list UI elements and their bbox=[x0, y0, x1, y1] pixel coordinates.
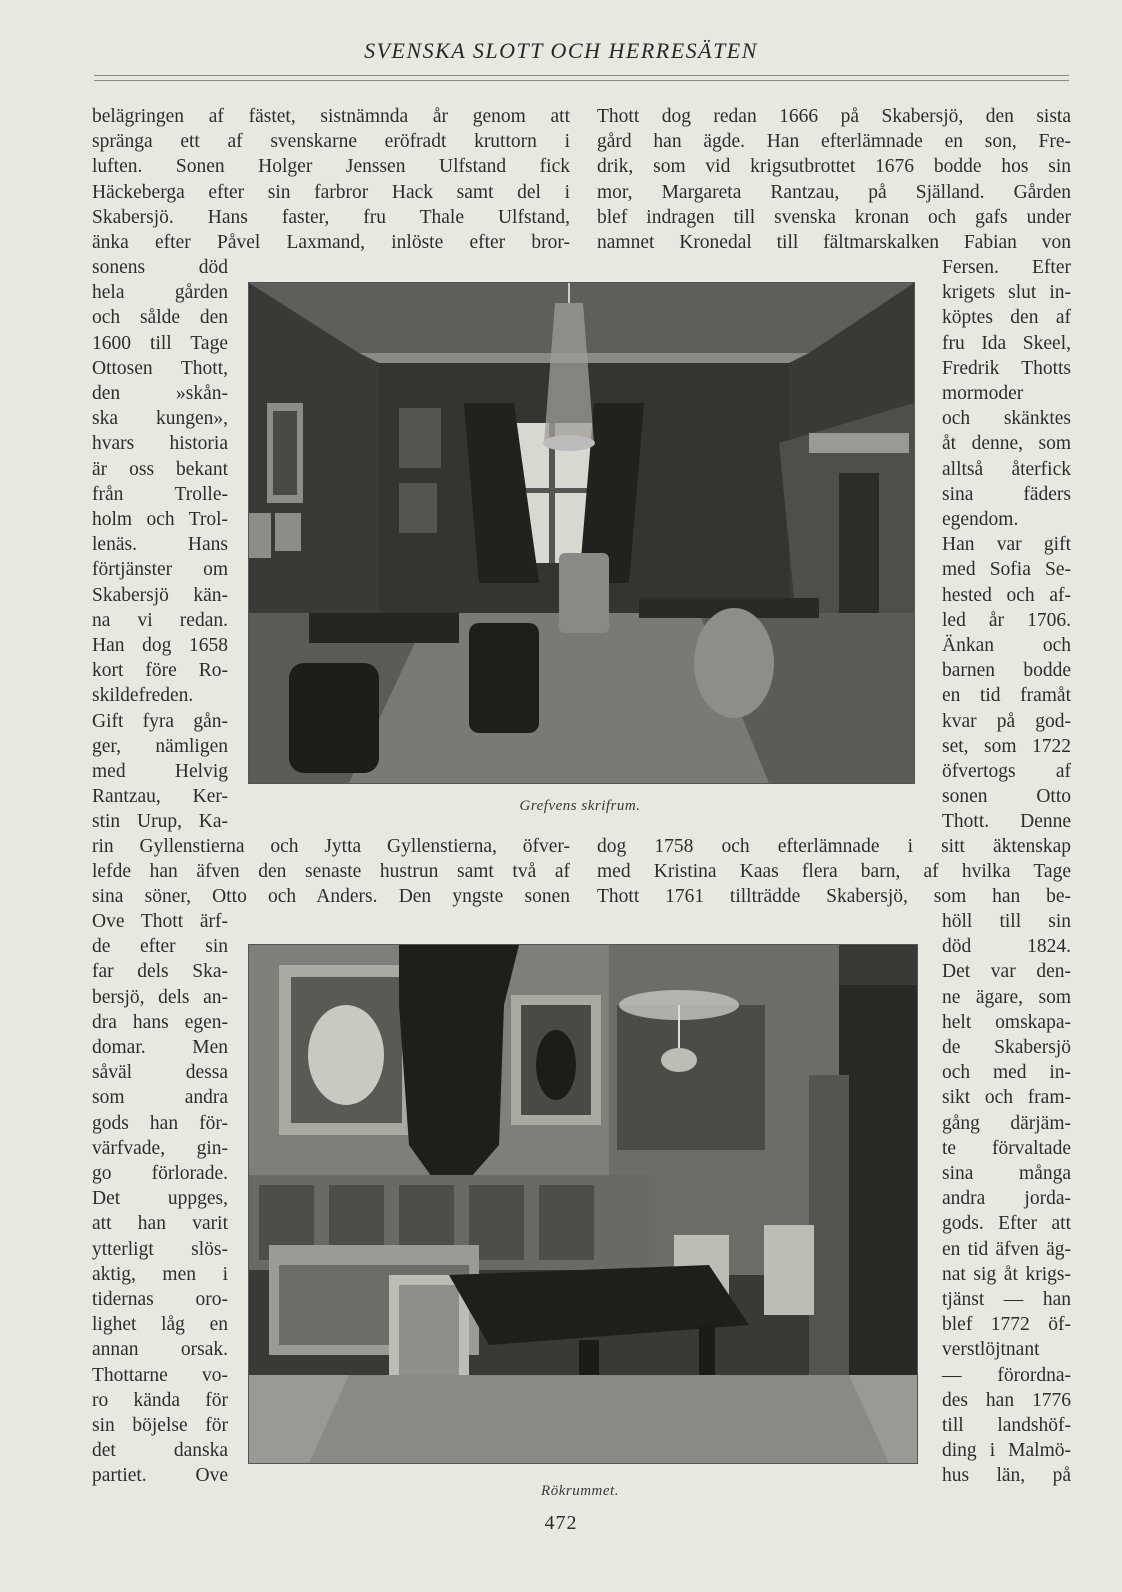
smoking-room-illustration bbox=[249, 945, 917, 1463]
text-line: Gift fyra gån- bbox=[92, 710, 228, 732]
text-line: en tid framåt bbox=[942, 685, 1071, 707]
running-header: SVENSKA SLOTT OCH HERRESÄTEN bbox=[364, 38, 758, 63]
text-line: gods. Efter att bbox=[942, 1213, 1071, 1235]
text-line: Thott 1761 tillträdde Skabersjö, som han be- bbox=[597, 886, 1071, 908]
text-line: Fersen. Efter bbox=[942, 257, 1071, 278]
text-line: dra hans egen- bbox=[92, 1011, 228, 1033]
text-line: är oss bekant bbox=[92, 458, 228, 480]
text-line: och sålde den bbox=[92, 307, 228, 329]
text-line: dog 1758 och efterlämnade i sitt äktenskap bbox=[597, 836, 1071, 857]
text-line: mormoder bbox=[942, 383, 1024, 404]
text-line: rin Gyllenstierna och Jytta Gyllenstierna, öfver- bbox=[92, 836, 570, 857]
text-line: ytterligt slös- bbox=[92, 1238, 228, 1260]
text-line: öfvertogs af bbox=[942, 761, 1071, 782]
text-line: att han varit bbox=[92, 1213, 228, 1235]
text-line: Fredrik Thotts bbox=[942, 357, 1071, 379]
text-line: det danska bbox=[92, 1440, 228, 1462]
text-line: egendom. bbox=[942, 509, 1019, 530]
text-line: na vi redan. bbox=[92, 609, 228, 631]
text-line: med Sofia Se- bbox=[942, 559, 1071, 581]
text-line: sonen Otto bbox=[942, 786, 1071, 808]
text-line: kvar på god- bbox=[942, 710, 1071, 732]
text-line: och skänktes bbox=[942, 408, 1071, 430]
text-line: aktig, men i bbox=[92, 1263, 228, 1285]
text-line: ger, nämligen bbox=[92, 735, 228, 757]
text-line: go förlorade. bbox=[92, 1163, 228, 1184]
text-line: med Kristina Kaas flera barn, af hvilka Tage bbox=[597, 861, 1071, 883]
text-line: Thottarne vo- bbox=[92, 1364, 228, 1386]
text-line: sonens död bbox=[92, 257, 228, 278]
text-line: lighet låg en bbox=[92, 1314, 228, 1336]
text-line: åt denne, som bbox=[942, 433, 1071, 455]
text-line: drik, som vid krigsutbrottet 1676 bodde hos sin bbox=[597, 156, 1071, 178]
text-line: barnen bodde bbox=[942, 660, 1071, 682]
text-line: blef 1772 öf- bbox=[942, 1314, 1071, 1336]
text-line: skildefreden. bbox=[92, 685, 194, 707]
text-line: partiet. Ove bbox=[92, 1465, 228, 1487]
photo-study-room bbox=[248, 282, 915, 784]
text-line: gods han för- bbox=[92, 1112, 228, 1134]
text-line: hvars historia bbox=[92, 433, 228, 455]
text-line: blef indragen till svenska kronan och gafs under bbox=[597, 206, 1071, 228]
text-line: hela gården bbox=[92, 282, 228, 304]
text-line: till landshöf- bbox=[942, 1415, 1071, 1436]
text-line: hested och af- bbox=[942, 584, 1071, 606]
text-line: domar. Men bbox=[92, 1037, 228, 1058]
text-line: stin Urup, Ka- bbox=[92, 811, 228, 833]
text-line: den »skån- bbox=[92, 383, 228, 404]
text-line: Det var den- bbox=[942, 961, 1071, 983]
text-line: Skabersjö. Hans faster, fru Thale Ulfstand, bbox=[92, 206, 570, 228]
text-line: Han dog 1658 bbox=[92, 635, 228, 656]
text-line: te förvaltade bbox=[942, 1137, 1071, 1159]
text-line: med Helvig bbox=[92, 761, 228, 782]
text-line: 1600 till Tage bbox=[92, 332, 228, 354]
text-line: värfvade, gin- bbox=[92, 1137, 228, 1159]
text-line: gång därjäm- bbox=[942, 1112, 1071, 1134]
caption-smoking-room: Rökrummet. bbox=[541, 1483, 619, 1499]
text-line: förtjänster om bbox=[92, 559, 228, 581]
text-line: kort före Ro- bbox=[92, 660, 228, 682]
text-line: sin böjelse för bbox=[92, 1415, 228, 1436]
text-line: Änkan och bbox=[942, 635, 1071, 656]
text-line: andra jorda- bbox=[942, 1188, 1071, 1210]
text-line: en tid äfven äg- bbox=[942, 1238, 1071, 1260]
text-line: köptes den af bbox=[942, 307, 1071, 329]
text-line: — förordna- bbox=[942, 1364, 1071, 1386]
text-line: Rantzau, Ker- bbox=[92, 786, 228, 808]
text-line: lefde han äfven den senaste hustrun samt två af bbox=[92, 861, 570, 883]
text-line: de Skabersjö bbox=[942, 1037, 1071, 1058]
text-line: lenäs. Hans bbox=[92, 534, 228, 556]
text-line: och med in- bbox=[942, 1062, 1071, 1084]
text-line: de efter sin bbox=[92, 936, 228, 958]
text-line: krigets slut in- bbox=[942, 282, 1071, 304]
text-line: som andra bbox=[92, 1087, 228, 1109]
text-line: bersjö, dels an- bbox=[92, 986, 228, 1008]
text-line: led år 1706. bbox=[942, 609, 1071, 631]
study-room-illustration bbox=[249, 283, 914, 783]
text-line: änka efter Påvel Laxmand, inlöste efter bror- bbox=[92, 232, 570, 253]
text-line: Skabersjö kän- bbox=[92, 584, 228, 606]
text-line: tidernas oro- bbox=[92, 1289, 228, 1310]
photo-smoking-room bbox=[248, 944, 918, 1464]
text-line: belägringen af fästet, sistnämnda år genom att bbox=[92, 106, 570, 127]
text-line: holm och Trol- bbox=[92, 509, 228, 530]
text-line: Häckeberga efter sin farbror Hack samt del i bbox=[92, 181, 570, 203]
text-line: Ottosen Thott, bbox=[92, 357, 228, 379]
text-line: nat sig åt krigs- bbox=[942, 1263, 1071, 1285]
text-line: gård han ägde. Han efterlämnade en son, Fre- bbox=[597, 131, 1071, 153]
text-line: sina söner, Otto och Anders. Den yngste sonen bbox=[92, 886, 570, 908]
text-line: ne ägare, som bbox=[942, 986, 1071, 1008]
text-line: ska kungen», bbox=[92, 408, 228, 430]
page-number: 472 bbox=[544, 1512, 578, 1534]
text-line: helt omskapa- bbox=[942, 1011, 1071, 1033]
text-line: såväl dessa bbox=[92, 1062, 228, 1084]
text-line: fru Ida Skeel, bbox=[942, 332, 1071, 354]
text-line: des han 1776 bbox=[942, 1389, 1071, 1411]
text-line: ro kända för bbox=[92, 1389, 228, 1411]
text-line: mor, Margareta Rantzau, på Själland. Gården bbox=[597, 181, 1071, 203]
text-line: död 1824. bbox=[942, 936, 1071, 958]
text-line: alltså återfick bbox=[942, 458, 1071, 480]
text-line: sikt och fram- bbox=[942, 1087, 1071, 1109]
text-line: tjänst — han bbox=[942, 1289, 1071, 1310]
text-line: annan orsak. bbox=[92, 1339, 228, 1361]
text-line: sina fäders bbox=[942, 483, 1071, 505]
text-line: spränga ett af svenskarne eröfradt kruttorn i bbox=[92, 131, 570, 153]
header-rule-bottom bbox=[94, 80, 1069, 81]
text-line: ding i Malmö- bbox=[942, 1440, 1071, 1462]
text-line: Han var gift bbox=[942, 534, 1071, 556]
text-line: höll till sin bbox=[942, 911, 1071, 932]
header-rule-top bbox=[94, 75, 1069, 76]
text-line: Det uppges, bbox=[92, 1188, 228, 1210]
text-line: Thott. Denne bbox=[942, 811, 1071, 833]
text-line: luften. Sonen Holger Jenssen Ulfstand fick bbox=[92, 156, 570, 178]
text-line: set, som 1722 bbox=[942, 735, 1071, 757]
text-line: hus län, på bbox=[942, 1465, 1071, 1487]
caption-study-room: Grefvens skrifrum. bbox=[519, 798, 641, 814]
text-line: sina många bbox=[942, 1163, 1071, 1184]
text-line: från Trolle- bbox=[92, 483, 228, 505]
text-line: far dels Ska- bbox=[92, 961, 228, 983]
text-line: Thott dog redan 1666 på Skabersjö, den sista bbox=[597, 106, 1071, 127]
text-line: namnet Kronedal till fältmarskalken Fabian von bbox=[597, 232, 1071, 253]
text-line: verstlöjtnant bbox=[942, 1339, 1040, 1361]
text-line: Ove Thott ärf- bbox=[92, 911, 228, 932]
